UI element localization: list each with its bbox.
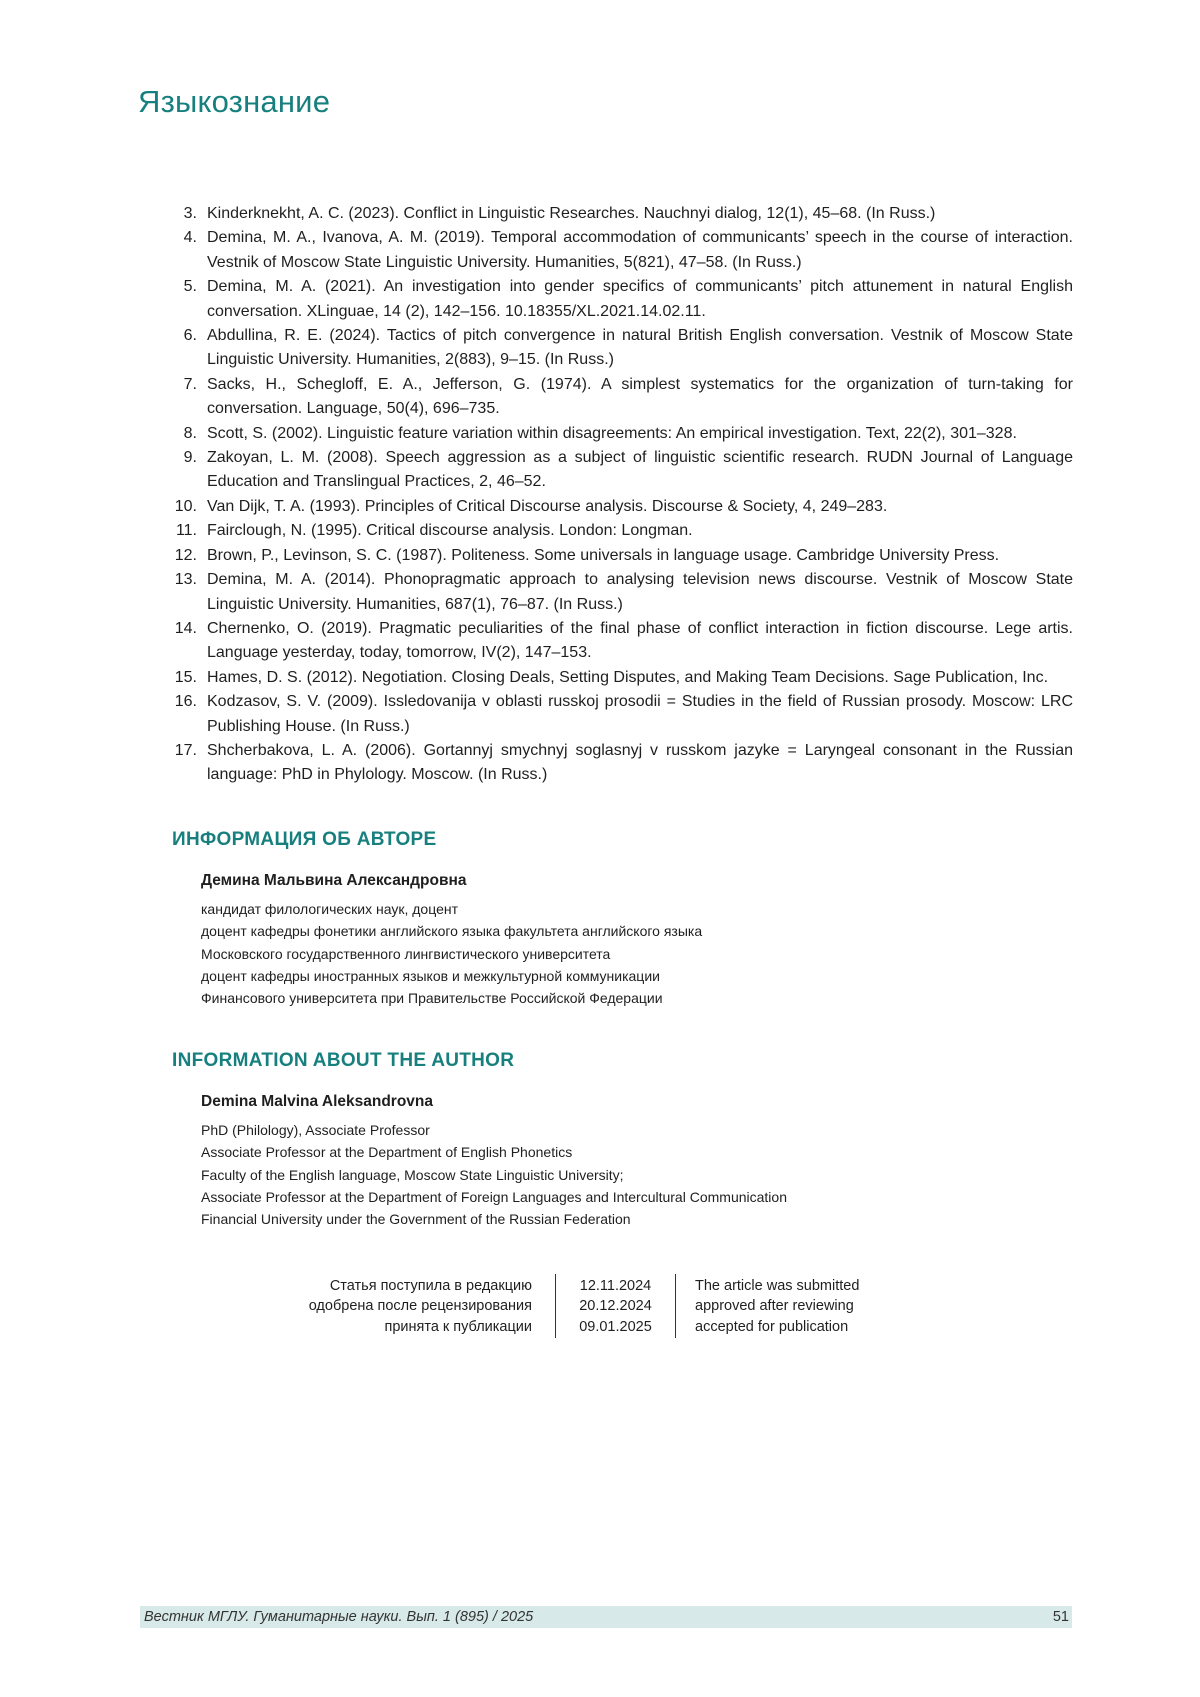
reference-number: 12.	[170, 544, 197, 568]
date-label-ru: одобрена после рецензирования	[309, 1296, 532, 1316]
page-number: 51	[1053, 1606, 1069, 1628]
author-line: Associate Professor at the Department of English Phonetics	[201, 1141, 1001, 1163]
reference-text: Chernenko, O. (2019). Pragmatic peculiarities of the final phase of conflict interaction in fiction discourse. Lege artis. Language yesterday, today, tomorrow, IV(2), 147–153.	[207, 620, 1073, 661]
reference-item	[170, 226, 1073, 275]
reference-number: 11.	[170, 519, 197, 543]
reference-item	[170, 422, 1073, 446]
reference-text: Zakoyan, L. M. (2008). Speech aggression as a subject of linguistic scientific research. RUDN Journal of Language Education and Translingual Practices, 2, 46–52.	[207, 449, 1073, 490]
date-value: 12.11.2024	[556, 1276, 675, 1296]
author-line: Faculty of the English language, Moscow State Linguistic University;	[201, 1164, 1001, 1186]
author-line: Associate Professor at the Department of Foreign Languages and Intercultural Communication	[201, 1186, 1001, 1208]
reference-number: 4.	[170, 226, 197, 250]
author-info-heading-en: INFORMATION ABOUT THE AUTHOR	[172, 1050, 514, 1072]
publication-dates	[0, 1274, 1200, 1338]
author-name-en: Demina Malvina Aleksandrovna	[201, 1093, 1001, 1111]
reference-list	[170, 202, 1073, 788]
reference-text: Kinderknekht, A. C. (2023). Conflict in Linguistic Researches. Nauchnyi dialog, 12(1), 45–68. (In Russ.)	[207, 205, 935, 222]
reference-text: Demina, M. A., Ivanova, A. M. (2019). Temporal accommodation of communicants’ speech in the course of interaction. Vestnik of Moscow State Linguistic University. Humanities, 5(821), 47–58. (In Russ.)	[207, 229, 1073, 270]
reference-item	[170, 495, 1073, 519]
reference-item	[170, 617, 1073, 666]
date-label-ru: принята к публикации	[309, 1317, 532, 1337]
date-label-en: accepted for publication	[695, 1317, 859, 1337]
reference-text: Fairclough, N. (1995). Critical discourse analysis. London: Longman.	[207, 522, 693, 539]
reference-number: 14.	[170, 617, 197, 641]
author-line: Московского государственного лингвистического университета	[201, 943, 1001, 965]
journal-title: Вестник МГЛУ. Гуманитарные науки. Вып. 1 (895) / 2025	[144, 1606, 533, 1628]
reference-text: Kodzasov, S. V. (2009). Issledovanija v oblasti russkoj prosodii = Studies in the field of Russian prosody. Moscow: LRC Publishing House. (In Russ.)	[207, 693, 1073, 734]
reference-number: 15.	[170, 666, 197, 690]
reference-item	[170, 739, 1073, 788]
reference-item	[170, 519, 1073, 543]
reference-number: 10.	[170, 495, 197, 519]
page-footer	[140, 1606, 1072, 1628]
date-value: 20.12.2024	[556, 1296, 675, 1316]
reference-item	[170, 666, 1073, 690]
author-line: кандидат филологических наук, доцент	[201, 898, 1001, 920]
reference-number: 6.	[170, 324, 197, 348]
reference-item	[170, 373, 1073, 422]
reference-text: Brown, P., Levinson, S. C. (1987). Politeness. Some universals in language usage. Cambridge University Press.	[207, 547, 999, 564]
reference-text: Sacks, H., Schegloff, E. A., Jefferson, G. (1974). A simplest systematics for the organization of turn-taking for conversation. Language, 50(4), 696–735.	[207, 376, 1073, 417]
reference-number: 16.	[170, 690, 197, 714]
reference-item	[170, 446, 1073, 495]
date-label-ru: Статья поступила в редакцию	[309, 1276, 532, 1296]
reference-number: 13.	[170, 568, 197, 592]
author-name-ru: Демина Мальвина Александровна	[201, 872, 1001, 890]
reference-item	[170, 202, 1073, 226]
reference-item	[170, 568, 1073, 617]
reference-item	[170, 544, 1073, 568]
dates-labels-ru	[309, 1276, 532, 1337]
author-line: Финансового университета при Правительстве Российской Федерации	[201, 987, 1001, 1009]
author-info-heading-ru: ИНФОРМАЦИЯ ОБ АВТОРЕ	[172, 829, 437, 851]
reference-text: Shcherbakova, L. A. (2006). Gortannyj smychnyj soglasnyj v russkom jazyke = Laryngeal consonant in the Russian language: PhD in Phylology. Moscow. (In Russ.)	[207, 742, 1073, 783]
reference-text: Van Dijk, T. A. (1993). Principles of Critical Discourse analysis. Discourse & Society, 4, 249–283.	[207, 498, 887, 515]
reference-item	[170, 324, 1073, 373]
date-label-en: The article was submitted	[695, 1276, 859, 1296]
date-label-en: approved after reviewing	[695, 1296, 859, 1316]
reference-text: Hames, D. S. (2012). Negotiation. Closing Deals, Setting Disputes, and Making Team Decisions. Sage Publication, Inc.	[207, 669, 1048, 686]
reference-text: Scott, S. (2002). Linguistic feature variation within disagreements: An empirical investigation. Text, 22(2), 301–328.	[207, 425, 1017, 442]
reference-number: 3.	[170, 202, 197, 226]
author-info-ru	[201, 872, 1001, 1009]
author-line: доцент кафедры фонетики английского языка факультета английского языка	[201, 920, 1001, 942]
dates-values	[555, 1274, 676, 1338]
author-line: Financial University under the Government of the Russian Federation	[201, 1208, 1001, 1230]
reference-item	[170, 275, 1073, 324]
date-value: 09.01.2025	[556, 1317, 675, 1337]
reference-text: Demina, M. A. (2014). Phonopragmatic approach to analysing television news discourse. Vestnik of Moscow State Linguistic University. Humanities, 687(1), 76–87. (In Russ.)	[207, 571, 1073, 612]
author-line: доцент кафедры иностранных языков и межкультурной коммуникации	[201, 965, 1001, 987]
reference-text: Demina, M. A. (2021). An investigation into gender specifics of communicants’ pitch attunement in natural English conversation. XLinguae, 14 (2), 142–156. 10.18355/XL.2021.14.02.11.	[207, 278, 1073, 319]
reference-number: 5.	[170, 275, 197, 299]
reference-number: 8.	[170, 422, 197, 446]
reference-item	[170, 690, 1073, 739]
reference-number: 17.	[170, 739, 197, 763]
dates-labels-en	[695, 1276, 859, 1337]
reference-number: 9.	[170, 446, 197, 470]
section-header: Языкознание	[138, 84, 330, 120]
reference-number: 7.	[170, 373, 197, 397]
author-line: PhD (Philology), Associate Professor	[201, 1119, 1001, 1141]
author-info-en	[201, 1093, 1001, 1230]
reference-text: Abdullina, R. E. (2024). Tactics of pitch convergence in natural British English conversation. Vestnik of Moscow State Linguistic University. Humanities, 2(883), 9–15. (In Russ.)	[207, 327, 1073, 368]
